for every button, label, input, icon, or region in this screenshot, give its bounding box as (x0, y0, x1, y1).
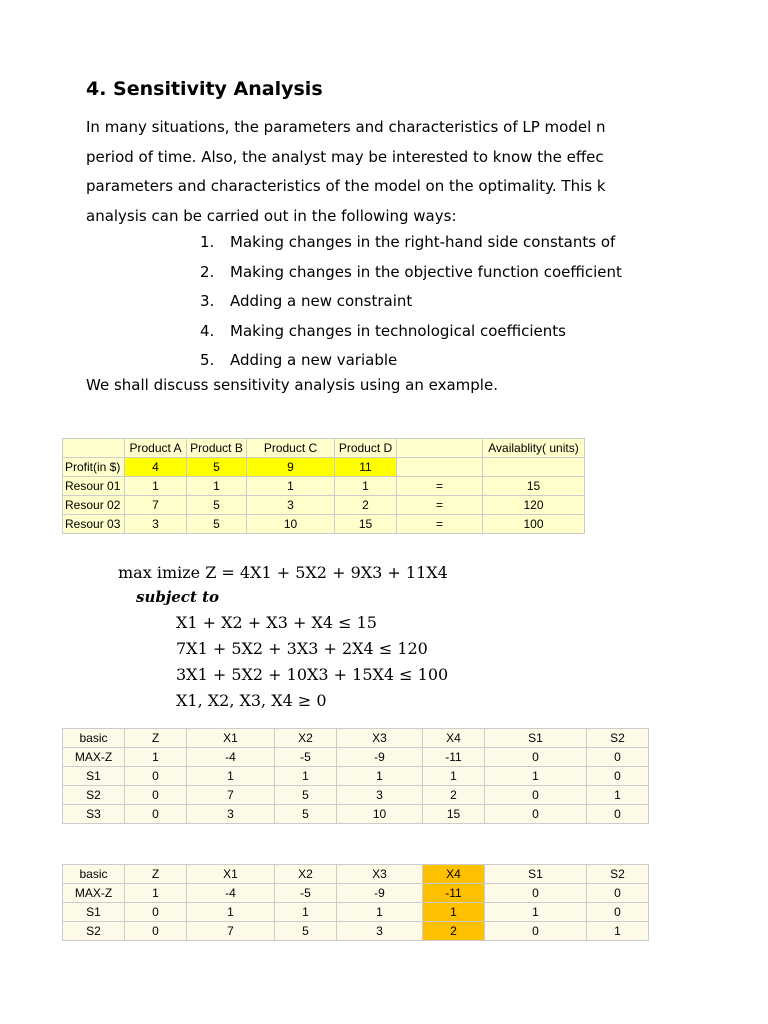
table-cell: -4 (187, 884, 275, 903)
table-cell: 0 (485, 805, 587, 824)
table-cell: 5 (275, 786, 337, 805)
product-data-table (62, 438, 585, 534)
table-row (63, 767, 649, 786)
table-cell: 1 (125, 748, 187, 767)
constraint-3: 3X1 + 5X2 + 10X3 + 15X4 ≤ 100 (176, 665, 449, 684)
table-cell: 5 (187, 496, 247, 515)
lp-model-equations (118, 560, 458, 710)
table-cell: 5 (187, 515, 247, 534)
table-cell: basic (63, 729, 125, 748)
table-cell: MAX-Z (63, 748, 125, 767)
table-cell: 3 (337, 786, 423, 805)
table-cell: 1 (423, 767, 485, 786)
table-cell: Z (125, 865, 187, 884)
table-cell: 10 (247, 515, 335, 534)
table-cell: 0 (125, 903, 187, 922)
methods-list (200, 228, 646, 376)
table-cell: X2 (275, 729, 337, 748)
list-number: 2. (200, 262, 215, 281)
table-cell: 0 (125, 805, 187, 824)
table-row (63, 903, 649, 922)
simplex-tableau-initial (62, 728, 649, 824)
table-cell: S2 (587, 865, 649, 884)
table-cell: 7 (125, 496, 187, 515)
table-cell: 15 (335, 515, 397, 534)
table-cell: X3 (337, 865, 423, 884)
list-item (200, 258, 646, 288)
table-cell: 120 (483, 496, 585, 515)
table-cell (63, 439, 125, 458)
table-cell: 5 (275, 922, 337, 941)
table-cell: 1 (337, 903, 423, 922)
list-text: Adding a new constraint (230, 292, 413, 311)
table-cell: 1 (485, 767, 587, 786)
table-cell: 0 (485, 922, 587, 941)
closing-sentence: We shall discuss sensitivity analysis using an example. (86, 376, 498, 394)
table-cell: Profit(in $) (63, 458, 125, 477)
table-cell: X3 (337, 729, 423, 748)
intro-line: In many situations, the parameters and characteristics of LP model n (86, 118, 606, 136)
table-cell: 5 (187, 458, 247, 477)
table-cell: S2 (63, 786, 125, 805)
table-cell: 3 (187, 805, 275, 824)
table-cell: X2 (275, 865, 337, 884)
table-cell: 100 (483, 515, 585, 534)
table-cell: Availablity( units) (483, 439, 585, 458)
list-number: 4. (200, 321, 215, 340)
table-cell: -11 (423, 748, 485, 767)
table-cell: 15 (423, 805, 485, 824)
table-cell: 7 (187, 786, 275, 805)
table-cell: 0 (587, 805, 649, 824)
table-cell: = (397, 477, 483, 496)
table-cell: Resour 03 (63, 515, 125, 534)
table-row (63, 922, 649, 941)
table-cell: 3 (247, 496, 335, 515)
table-cell: S1 (485, 865, 587, 884)
table-cell: 1 (275, 767, 337, 786)
table-cell: 1 (187, 477, 247, 496)
table-cell: = (397, 515, 483, 534)
list-item (200, 317, 646, 347)
table-cell: 0 (587, 903, 649, 922)
table-cell (483, 458, 585, 477)
table-header-row (63, 729, 649, 748)
table-header-row (63, 865, 649, 884)
table-cell: X4 (423, 729, 485, 748)
table-cell: S3 (63, 805, 125, 824)
non-negativity-constraint: X1, X2, X3, X4 ≥ 0 (176, 691, 327, 710)
table-cell: S2 (587, 729, 649, 748)
list-text: Making changes in the objective function coefficient (230, 262, 622, 281)
section-heading: 4. Sensitivity Analysis (86, 78, 323, 100)
table-cell: -5 (275, 748, 337, 767)
table-cell: 0 (125, 922, 187, 941)
table-cell: 0 (587, 767, 649, 786)
list-number: 3. (200, 292, 215, 311)
table-cell: 1 (187, 903, 275, 922)
table-cell: basic (63, 865, 125, 884)
pivot-column-cell: X4 (423, 865, 485, 884)
intro-paragraph (86, 113, 646, 231)
table-cell: 0 (485, 884, 587, 903)
table-row (63, 786, 649, 805)
list-number: 1. (200, 233, 215, 251)
table-cell: Resour 02 (63, 496, 125, 515)
table-cell: S2 (63, 922, 125, 941)
list-item (200, 346, 646, 376)
intro-line: analysis can be carried out in the following ways: (86, 206, 457, 225)
table-cell: S1 (485, 729, 587, 748)
table-cell: 1 (485, 903, 587, 922)
list-item (200, 287, 646, 317)
table-cell: Product A (125, 439, 187, 458)
table-cell: -9 (337, 748, 423, 767)
pivot-column-cell: 1 (423, 903, 485, 922)
table-row (63, 748, 649, 767)
table-cell: 2 (335, 496, 397, 515)
table-cell: 9 (247, 458, 335, 477)
table-cell: -9 (337, 884, 423, 903)
table-cell: 7 (187, 922, 275, 941)
table-cell: Product D (335, 439, 397, 458)
table-cell: -4 (187, 748, 275, 767)
table-cell: 0 (587, 884, 649, 903)
table-cell: Resour 01 (63, 477, 125, 496)
table-cell: X1 (187, 865, 275, 884)
table-cell: -5 (275, 884, 337, 903)
table-row (63, 805, 649, 824)
list-text: Making changes in the right-hand side constants of (230, 233, 616, 251)
constraint-2: 7X1 + 5X2 + 3X3 + 2X4 ≤ 120 (176, 639, 428, 658)
table-cell: 2 (423, 786, 485, 805)
table-cell: 0 (485, 748, 587, 767)
table-cell: 1 (125, 884, 187, 903)
table-cell: S1 (63, 767, 125, 786)
lp-model-formulation (118, 560, 458, 710)
table-cell: 1 (125, 477, 187, 496)
objective-function: max imize Z = 4X1 + 5X2 + 9X3 + 11X4 (118, 563, 448, 582)
table-cell: 0 (125, 786, 187, 805)
table-row (63, 884, 649, 903)
intro-line: period of time. Also, the analyst may be interested to know the effec (86, 147, 604, 166)
table-cell: 1 (275, 903, 337, 922)
table-cell: = (397, 496, 483, 515)
table-cell: 1 (337, 767, 423, 786)
table-header-row (63, 439, 585, 458)
table-cell: Product C (247, 439, 335, 458)
list-item (200, 228, 646, 258)
table-cell: 3 (337, 922, 423, 941)
table-row (63, 477, 585, 496)
table-cell: MAX-Z (63, 884, 125, 903)
table-cell: 1 (187, 767, 275, 786)
table-cell: 1 (587, 922, 649, 941)
table-row (63, 496, 585, 515)
table-cell: Z (125, 729, 187, 748)
intro-line: parameters and characteristics of the model on the optimality. This k (86, 177, 606, 195)
table-cell: 1 (335, 477, 397, 496)
table-cell (397, 458, 483, 477)
constraint-1: X1 + X2 + X3 + X4 ≤ 15 (176, 613, 377, 632)
table-cell: X1 (187, 729, 275, 748)
table-cell: Product B (187, 439, 247, 458)
table-cell: 4 (125, 458, 187, 477)
table-cell: 0 (587, 748, 649, 767)
table-cell: 11 (335, 458, 397, 477)
table-row (63, 515, 585, 534)
table-cell: 5 (275, 805, 337, 824)
table-cell: 3 (125, 515, 187, 534)
table-cell: 10 (337, 805, 423, 824)
table-cell (397, 439, 483, 458)
simplex-tableau-pivot (62, 864, 649, 941)
table-cell: 1 (587, 786, 649, 805)
table-cell: 0 (485, 786, 587, 805)
pivot-column-cell: 2 (423, 922, 485, 941)
list-text: Making changes in technological coefficients (230, 321, 566, 340)
table-cell: 0 (125, 767, 187, 786)
table-cell: 15 (483, 477, 585, 496)
table-cell: S1 (63, 903, 125, 922)
list-number: 5. (200, 351, 215, 370)
pivot-column-cell: -11 (423, 884, 485, 903)
list-text: Adding a new variable (230, 351, 398, 370)
table-row (63, 458, 585, 477)
table-cell: 1 (247, 477, 335, 496)
subject-to-label: subject to (136, 588, 220, 606)
